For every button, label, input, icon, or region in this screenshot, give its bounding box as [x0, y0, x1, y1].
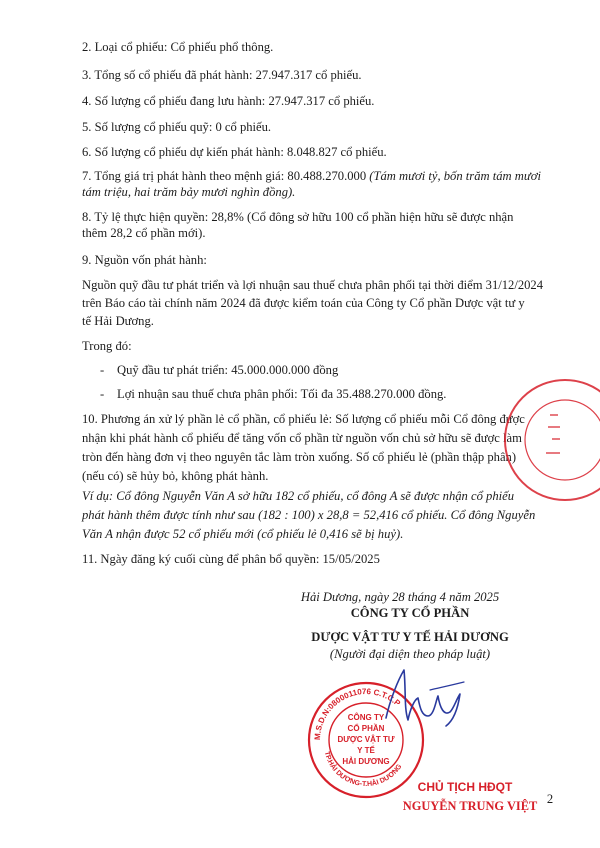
bullet-dash: -: [100, 387, 105, 401]
item-10-line-4: (nếu có) sẽ hủy bỏ, không phát hành.: [82, 469, 269, 483]
seal-bottom-text: TP.HẢI DƯƠNG-T.HẢI DƯƠNG: [322, 750, 404, 789]
item-5: 5. Số lượng cổ phiếu quỹ: 0 cổ phiếu.: [82, 120, 272, 134]
date-month: 4: [439, 590, 446, 604]
item-9: 9. Nguồn vốn phát hành:: [82, 253, 207, 267]
item-3: 3. Tổng số cổ phiếu đã phát hành: 27.947.317 cổ phiếu.: [82, 68, 362, 82]
seal-center-5: HẢI DƯƠNG: [342, 757, 390, 766]
item-7-text: 7. Tổng giá trị phát hành theo mệnh giá: 80.488.270.000: [82, 169, 370, 183]
handwritten-signature: [368, 660, 478, 730]
source-line-2: trên Báo cáo tài chính năm 2024 đã được kiểm toán của Công ty Cổ phần Dược vật tư y: [82, 296, 525, 310]
bullet-dash: -: [100, 363, 105, 377]
item-8-line-2: thêm 28,2 cổ phần mới).: [82, 226, 206, 240]
item-4: 4. Số lượng cổ phiếu đang lưu hành: 27.947.317 cổ phiếu.: [82, 94, 375, 108]
seal-center-4: Y TẾ: [357, 746, 375, 755]
item-10-line-1: 10. Phương án xử lý phần lẻ cổ phần, cổ phiếu lẻ: Số lượng cổ phiếu mỗi Cổ đông được: [82, 412, 525, 426]
item-7-words: (Tám mươi tỷ, bốn trăm tám mươi: [369, 169, 541, 183]
bullet-1: Quỹ đầu tư phát triển: 45.000.000.000 đồng: [117, 363, 339, 377]
signer-name: NGUYỄN TRUNG VIỆT: [402, 799, 538, 813]
chairman-title: CHỦ TỊCH HĐQT: [417, 780, 513, 794]
example-line-3: Văn A nhận được 52 cổ phiếu mới (cổ phiếu lẻ 0,416 sẽ bị huỷ).: [82, 527, 404, 541]
example-line-1: Ví dụ: Cổ đông Nguyễn Văn A sở hữu 182 cổ phiếu, cổ đông A sẽ được nhận cổ phiếu: [82, 489, 514, 503]
seal-ring-text: M.S.D.N:0800011076 C.T.C.P: [312, 686, 403, 741]
date-day: 28: [392, 590, 405, 604]
item-10-line-3: tròn đến hàng đơn vị theo nguyên tắc làm tròn xuống. Số cổ phiếu lẻ (phần thập phân): [82, 450, 517, 464]
item-10-line-2: nhận khi phát hành cổ phiếu để tăng vốn cổ phần từ nguồn vốn chủ sở hữu sẽ được làm: [82, 431, 522, 445]
seal-center-2: CỔ PHẦN: [347, 724, 385, 733]
example-line-2: phát hành thêm được tính như sau (182 : 100) x 28,8 = 52,416 cổ phiếu. Cổ đông Nguyễn: [82, 508, 536, 522]
item-7-line-2: tám triệu, hai trăm bảy mươi nghìn đồng).: [82, 185, 296, 199]
item-6: 6. Số lượng cổ phiếu dự kiến phát hành: 8.048.827 cổ phiếu.: [82, 145, 387, 159]
seal-center-3: DƯỢC VẬT TƯ: [337, 735, 395, 744]
representative-note: (Người đại diện theo pháp luật): [329, 647, 491, 661]
item-11: 11. Ngày đăng ký cuối cùng để phân bổ quyền: 15/05/2025: [82, 552, 380, 566]
item-8-line-1: 8. Tỷ lệ thực hiện quyền: 28,8% (Cổ đông sở hữu 100 cổ phần hiện hữu sẽ được nhận: [82, 210, 514, 224]
company-name-line-1: CÔNG TY CỔ PHẦN: [350, 606, 470, 620]
page-number: 2: [546, 792, 554, 806]
source-line-3: tế Hải Dương.: [82, 314, 154, 328]
overlap-seal: [500, 375, 600, 505]
seal-center-1: CÔNG TY: [347, 713, 385, 722]
trong-do-label: Trong đó:: [82, 339, 132, 353]
source-line-1: Nguồn quỹ đầu tư phát triển và lợi nhuận sau thuế chưa phân phối tại thời điểm 31/12/2024: [82, 278, 544, 292]
company-name-line-2: DƯỢC VẬT TƯ Y TẾ HẢI DƯƠNG: [311, 630, 509, 644]
item-2: 2. Loại cổ phiếu: Cổ phiếu phổ thông.: [82, 40, 274, 54]
place-date: Hải Dương, ngày 28 tháng 4 năm 2025: [300, 590, 500, 604]
bullet-2: Lợi nhuận sau thuế chưa phân phối: Tối đa 35.488.270.000 đồng.: [117, 387, 447, 401]
